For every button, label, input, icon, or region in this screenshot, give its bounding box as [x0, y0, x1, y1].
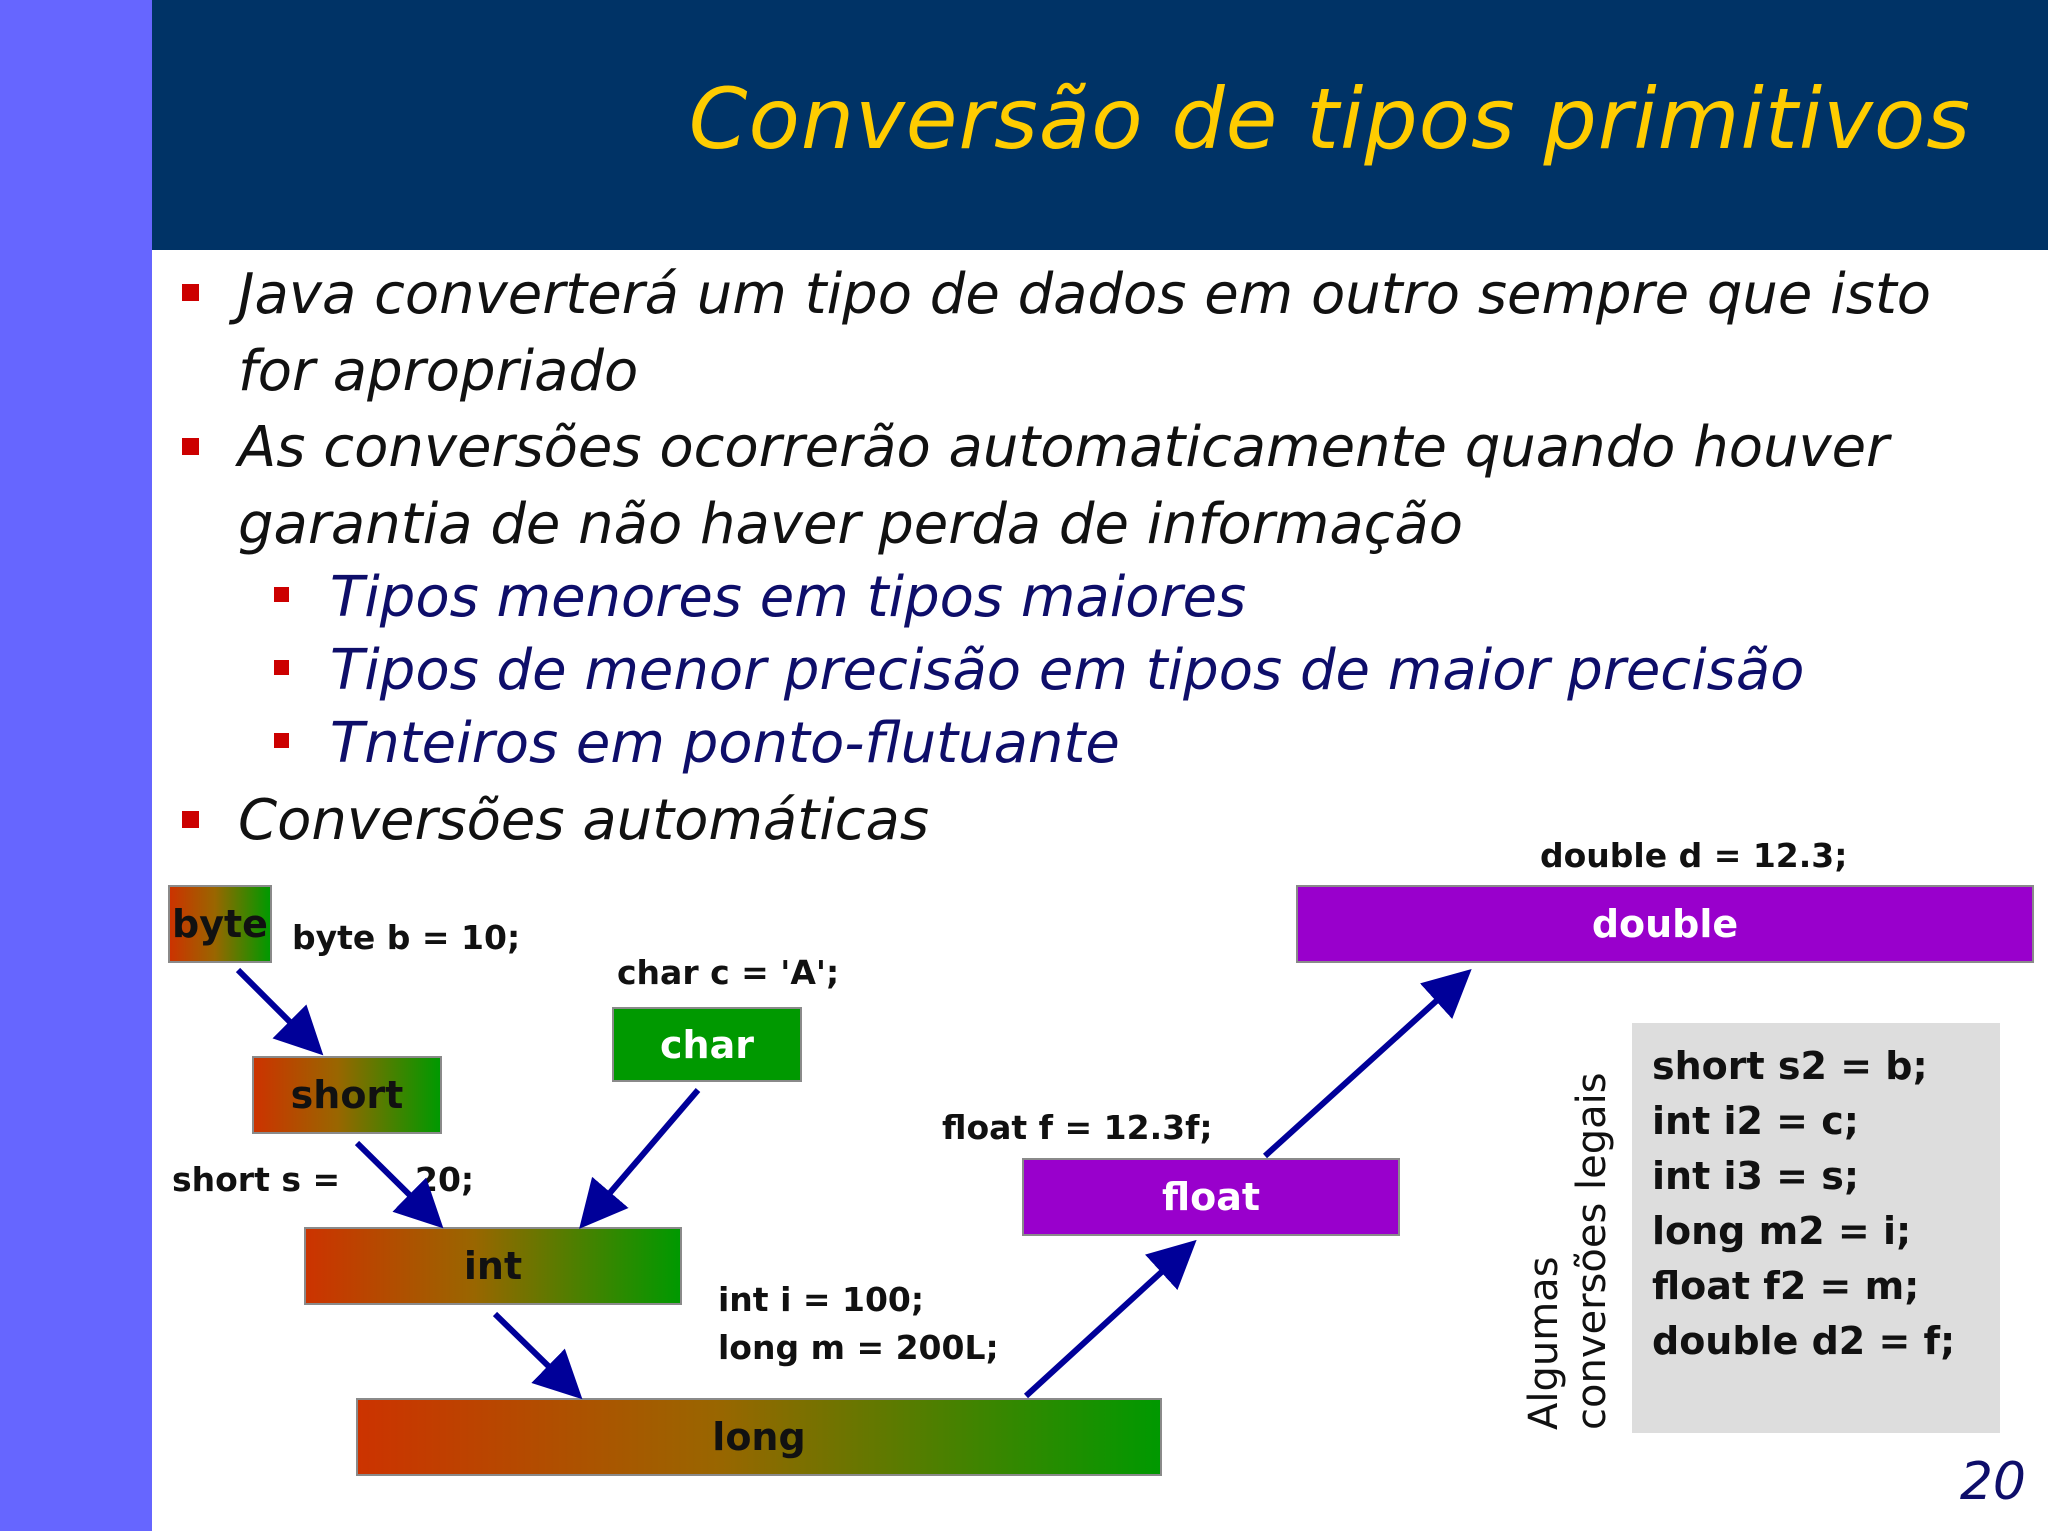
type-box-byte: byte — [168, 885, 272, 963]
bullet-2-line-2: garantia de não haver perda de informação — [238, 492, 1463, 557]
type-box-double: double — [1296, 885, 2034, 963]
sub-bullet-3: Tnteiros em ponto-flutuante — [330, 711, 1120, 776]
bullet-2-line-1: As conversões ocorrerão automaticamente quando houver — [238, 415, 1890, 480]
sub-bullet-2: Tipos de menor precisão em tipos de maior precisão — [330, 638, 1805, 703]
arrow-float-to-double — [1265, 975, 1465, 1156]
page-number: 20 — [1959, 1452, 2026, 1512]
arrow-short-to-int — [357, 1143, 437, 1222]
type-box-char: char — [612, 1007, 802, 1082]
bullet-1-line-2: for apropriado — [238, 339, 639, 404]
type-box-short: short — [252, 1056, 442, 1134]
legal-label-line-2: conversões legais — [1569, 1072, 1615, 1430]
legal-conversions-list — [1652, 1039, 1955, 1369]
int-declaration: int i = 100; — [718, 1280, 925, 1319]
long-declaration: long m = 200L; — [718, 1328, 999, 1367]
legal-conversion-item: int i2 = c; — [1652, 1099, 1859, 1143]
float-declaration: float f = 12.3f; — [942, 1108, 1213, 1147]
type-box-float: float — [1022, 1158, 1400, 1236]
bullet-3-line-1: Conversões automáticas — [238, 788, 930, 853]
arrow-char-to-int — [585, 1090, 698, 1222]
byte-declaration: byte b = 10; — [292, 918, 521, 957]
arrow-int-to-long — [495, 1314, 576, 1393]
type-box-int: int — [304, 1227, 682, 1305]
legal-conversion-item: int i3 = s; — [1652, 1154, 1860, 1198]
legal-conversion-item: long m2 = i; — [1652, 1209, 1912, 1253]
legal-conversions-label — [1520, 1030, 1616, 1430]
short-declaration-right: 20; — [415, 1160, 475, 1199]
legal-label-line-1: Algumas — [1521, 1256, 1567, 1430]
legal-conversion-item: float f2 = m; — [1652, 1264, 1920, 1308]
legal-conversions-box — [1632, 1023, 2000, 1433]
char-declaration: char c = 'A'; — [617, 953, 840, 992]
sub-bullet-1: Tipos menores em tipos maiores — [330, 565, 1247, 630]
arrow-byte-to-short — [238, 970, 317, 1049]
type-box-long: long — [356, 1398, 1162, 1476]
bullet-1-line-1: Java converterá um tipo de dados em outro sempre que isto — [238, 262, 1932, 327]
arrow-long-to-float — [1026, 1246, 1190, 1396]
double-declaration: double d = 12.3; — [1540, 836, 1848, 875]
slide-title: Conversão de tipos primitivos — [688, 70, 1971, 168]
legal-conversion-item: short s2 = b; — [1652, 1044, 1928, 1088]
short-declaration-left: short s = — [172, 1160, 341, 1199]
legal-conversion-item: double d2 = f; — [1652, 1319, 1956, 1363]
